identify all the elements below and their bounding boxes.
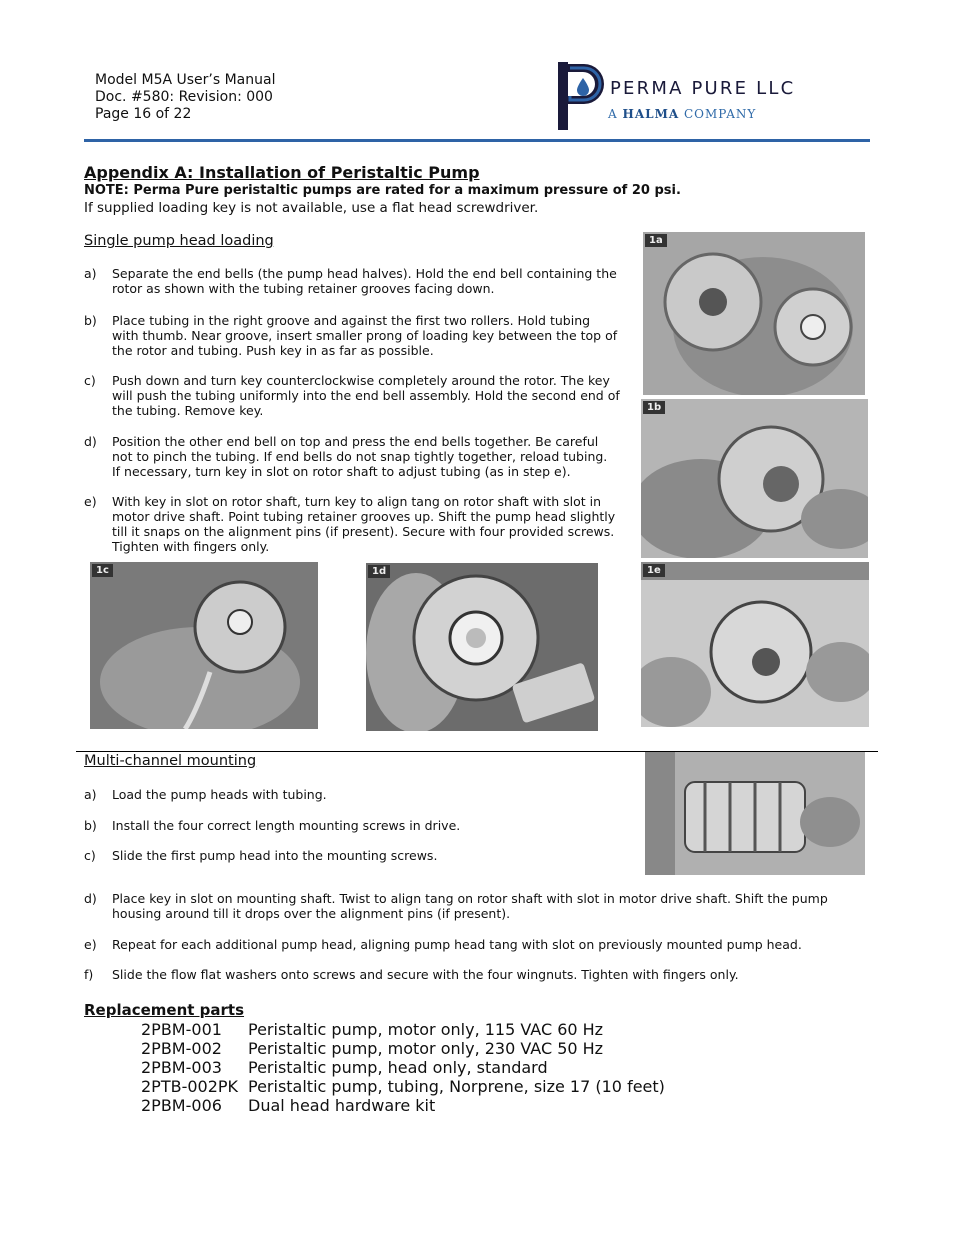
photo-1d — [366, 563, 598, 731]
photo-1e — [641, 562, 869, 727]
photo-1c — [90, 562, 318, 729]
photo-1d-label: 1d — [368, 565, 390, 578]
multi-step-d: d) Place key in slot on mounting shaft. Twist to align tang on rotor shaft with slot in motor drive shaft. Shift the pump housing around till it drops over the alignment pins (if present). — [84, 891, 828, 921]
photo-1b-label: 1b — [643, 401, 665, 414]
photo-1c-label: 1c — [92, 564, 113, 577]
single-step-c: c) Push down and turn key counterclockwise completely around the rotor. The key will push the tubing uniformly into the end bell assembly. Hold the second end of the tubing. Remove key. — [84, 373, 620, 418]
perma-pure-logo-icon — [556, 60, 606, 132]
intro-text: If supplied loading key is not available, use a flat head screwdriver. — [84, 200, 539, 216]
appendix-title: Appendix A: Installation of Peristaltic Pump — [84, 163, 480, 182]
photo-1b — [641, 399, 868, 558]
list-item: 2PBM-003 Peristaltic pump, head only, standard — [141, 1058, 548, 1077]
list-item: 2PBM-002 Peristaltic pump, motor only, 230 VAC 50 Hz — [141, 1039, 604, 1058]
parts-list — [141, 1020, 701, 1116]
photo-1a-label: 1a — [645, 234, 667, 247]
photo-1a — [643, 232, 865, 395]
single-step-a: a) Separate the end bells (the pump head halves). Hold the end bell containing the rotor as shown with the tubing retainer grooves facing down. — [84, 266, 617, 296]
logo-tagline: A HALMA COMPANY — [608, 107, 757, 121]
multi-step-c: c) Slide the first pump head into the mounting screws. — [84, 848, 438, 863]
list-item: 2PBM-001 Peristaltic pump, motor only, 115 VAC 60 Hz — [141, 1020, 604, 1039]
multi-heading: Multi-channel mounting — [84, 753, 257, 769]
header-rule — [84, 139, 870, 142]
list-item: 2PBM-006 Dual head hardware kit — [141, 1096, 436, 1115]
doc-model: Model M5A User’s Manual — [95, 72, 276, 88]
photo-multi-channel — [645, 752, 865, 875]
single-step-e: e) With key in slot on rotor shaft, turn key to align tang on rotor shaft with slot in motor drive shaft. Point tubing retainer grooves up. Shift the pump head slightly till it snaps on the alignment pins (if present). Secure with four provided screws. Tighten with fingers only. — [84, 494, 616, 554]
doc-number: Doc. #580: Revision: 000 — [95, 89, 273, 105]
multi-step-e: e) Repeat for each additional pump head, aligning pump head tang with slot on previously mounted pump head. — [84, 937, 802, 952]
multi-step-a: a) Load the pump heads with tubing. — [84, 787, 327, 802]
multi-step-f: f) Slide the flow flat washers onto screws and secure with the four wingnuts. Tighten with fingers only. — [84, 967, 739, 982]
multi-step-b: b) Install the four correct length mounting screws in drive. — [84, 818, 461, 833]
single-step-b: b) Place tubing in the right groove and against the first two rollers. Hold tubing with thumb. Near groove, insert smaller prong of loading key between the top of the rotor and tubing. Push key in as far as possible. — [84, 313, 618, 358]
pressure-note: NOTE: Perma Pure peristaltic pumps are rated for a maximum pressure of 20 psi. — [84, 183, 681, 198]
single-heading: Single pump head loading — [84, 233, 274, 249]
single-step-d: d) Position the other end bell on top and press the end bells together. Be careful not to pinch the tubing. If end bells do not snap tightly together, reload tubing. If necessary, turn key in slot on rotor shaft to adjust tubing (as in step e). — [84, 434, 608, 479]
photo-1e-label: 1e — [643, 564, 665, 577]
replacement-parts-heading: Replacement parts — [84, 1001, 245, 1019]
page-number: Page 16 of 22 — [95, 106, 192, 122]
list-item: 2PTB-002PK Peristaltic pump, tubing, Norprene, size 17 (10 feet) — [141, 1077, 665, 1096]
logo-company-name: PERMA PURE LLC — [610, 78, 796, 99]
